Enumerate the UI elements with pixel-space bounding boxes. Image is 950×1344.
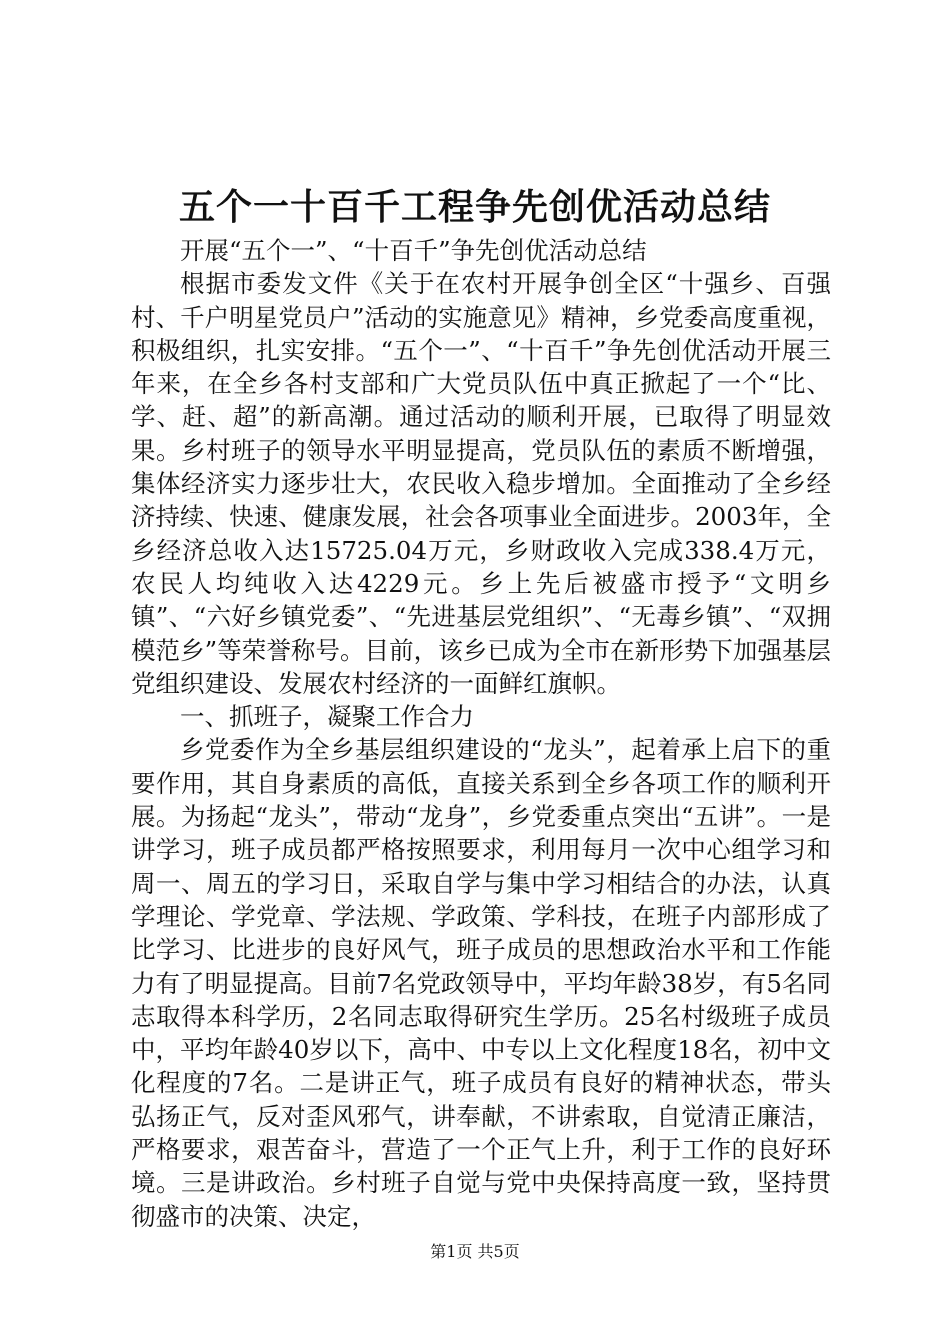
document-body <box>131 234 831 1233</box>
document-title: 五个一十百千工程争先创优活动总结 <box>178 186 771 228</box>
paragraph-subtitle: 开展“五个一”、“十百千”争先创优活动总结 <box>180 236 647 265</box>
section-heading: 一、抓班子，凝聚工作合力 <box>180 702 474 732</box>
paragraph-section-one: 乡党委作为全乡基层组织建设的“龙头”，起着承上启下的重要作用，其自身素质的高低，直接关系到全乡各项工作的顺利开展。为扬起“龙头”，带动“龙身”，乡党委重点突出“五讲”。一是讲学习，班子成员都严格按照要求，利用每月一次中心组学习和周一、周五的学习日，采取自学与集中学习相结合的办法，认真学理论、学党章、学法规、学政策、学科技，在班子内部形成了比学习、比进步的良好风气，班子成员的思想政治水平和工作能力有了明显提高。目前7名党政领导中，平均年龄38岁，有5名同志取得本科学历，2名同志取得研究生学历。25名村级班子成员中，平均年龄40岁以下，高中、中专以上文化程度18名，初中文化程度的7名。二是讲正气，班子成员有良好的精神状态，带头弘扬正气，反对歪风邪气，讲奉献，不讲索取，自觉清正廉洁，严格要求，艰苦奋斗，营造了一个正气上升，利于工作的良好环境。三是讲政治。乡村班子自觉与党中央保持高度一致，坚持贯彻盛市的决策、决定， <box>131 735 831 1231</box>
paragraph-intro: 根据市委发文件《关于在农村开展争创全区“十强乡、百强村、千户明星党员户”活动的实施意见》精神，乡党委高度重视，积极组织，扎实安排。“五个一”、“十百千”争先创优活动开展三年来，在全乡各村支部和广大党员队伍中真正掀起了一个“比、学、赶、超”的新高潮。通过活动的顺利开展，已取得了明显效果。乡村班子的领导水平明显提高，党员队伍的素质不断增强，集体经济实力逐步壮大，农民收入稳步增加。全面推动了全乡经济持续、快速、健康发展，社会各项事业全面进步。2003年，全乡经济总收入达15725.04万元，乡财政收入完成338.4万元，农民人均纯收入达4229元。乡上先后被盛市授予“文明乡镇”、“六好乡镇党委”、“先进基层党组织”、“无毒乡镇”、“双拥模范乡”等荣誉称号。目前，该乡已成为全市在新形势下加强基层党组织建设、发展农村经济的一面鲜红旗帜。 <box>131 269 831 698</box>
page-footer: 第1页 共5页 <box>430 1242 520 1261</box>
